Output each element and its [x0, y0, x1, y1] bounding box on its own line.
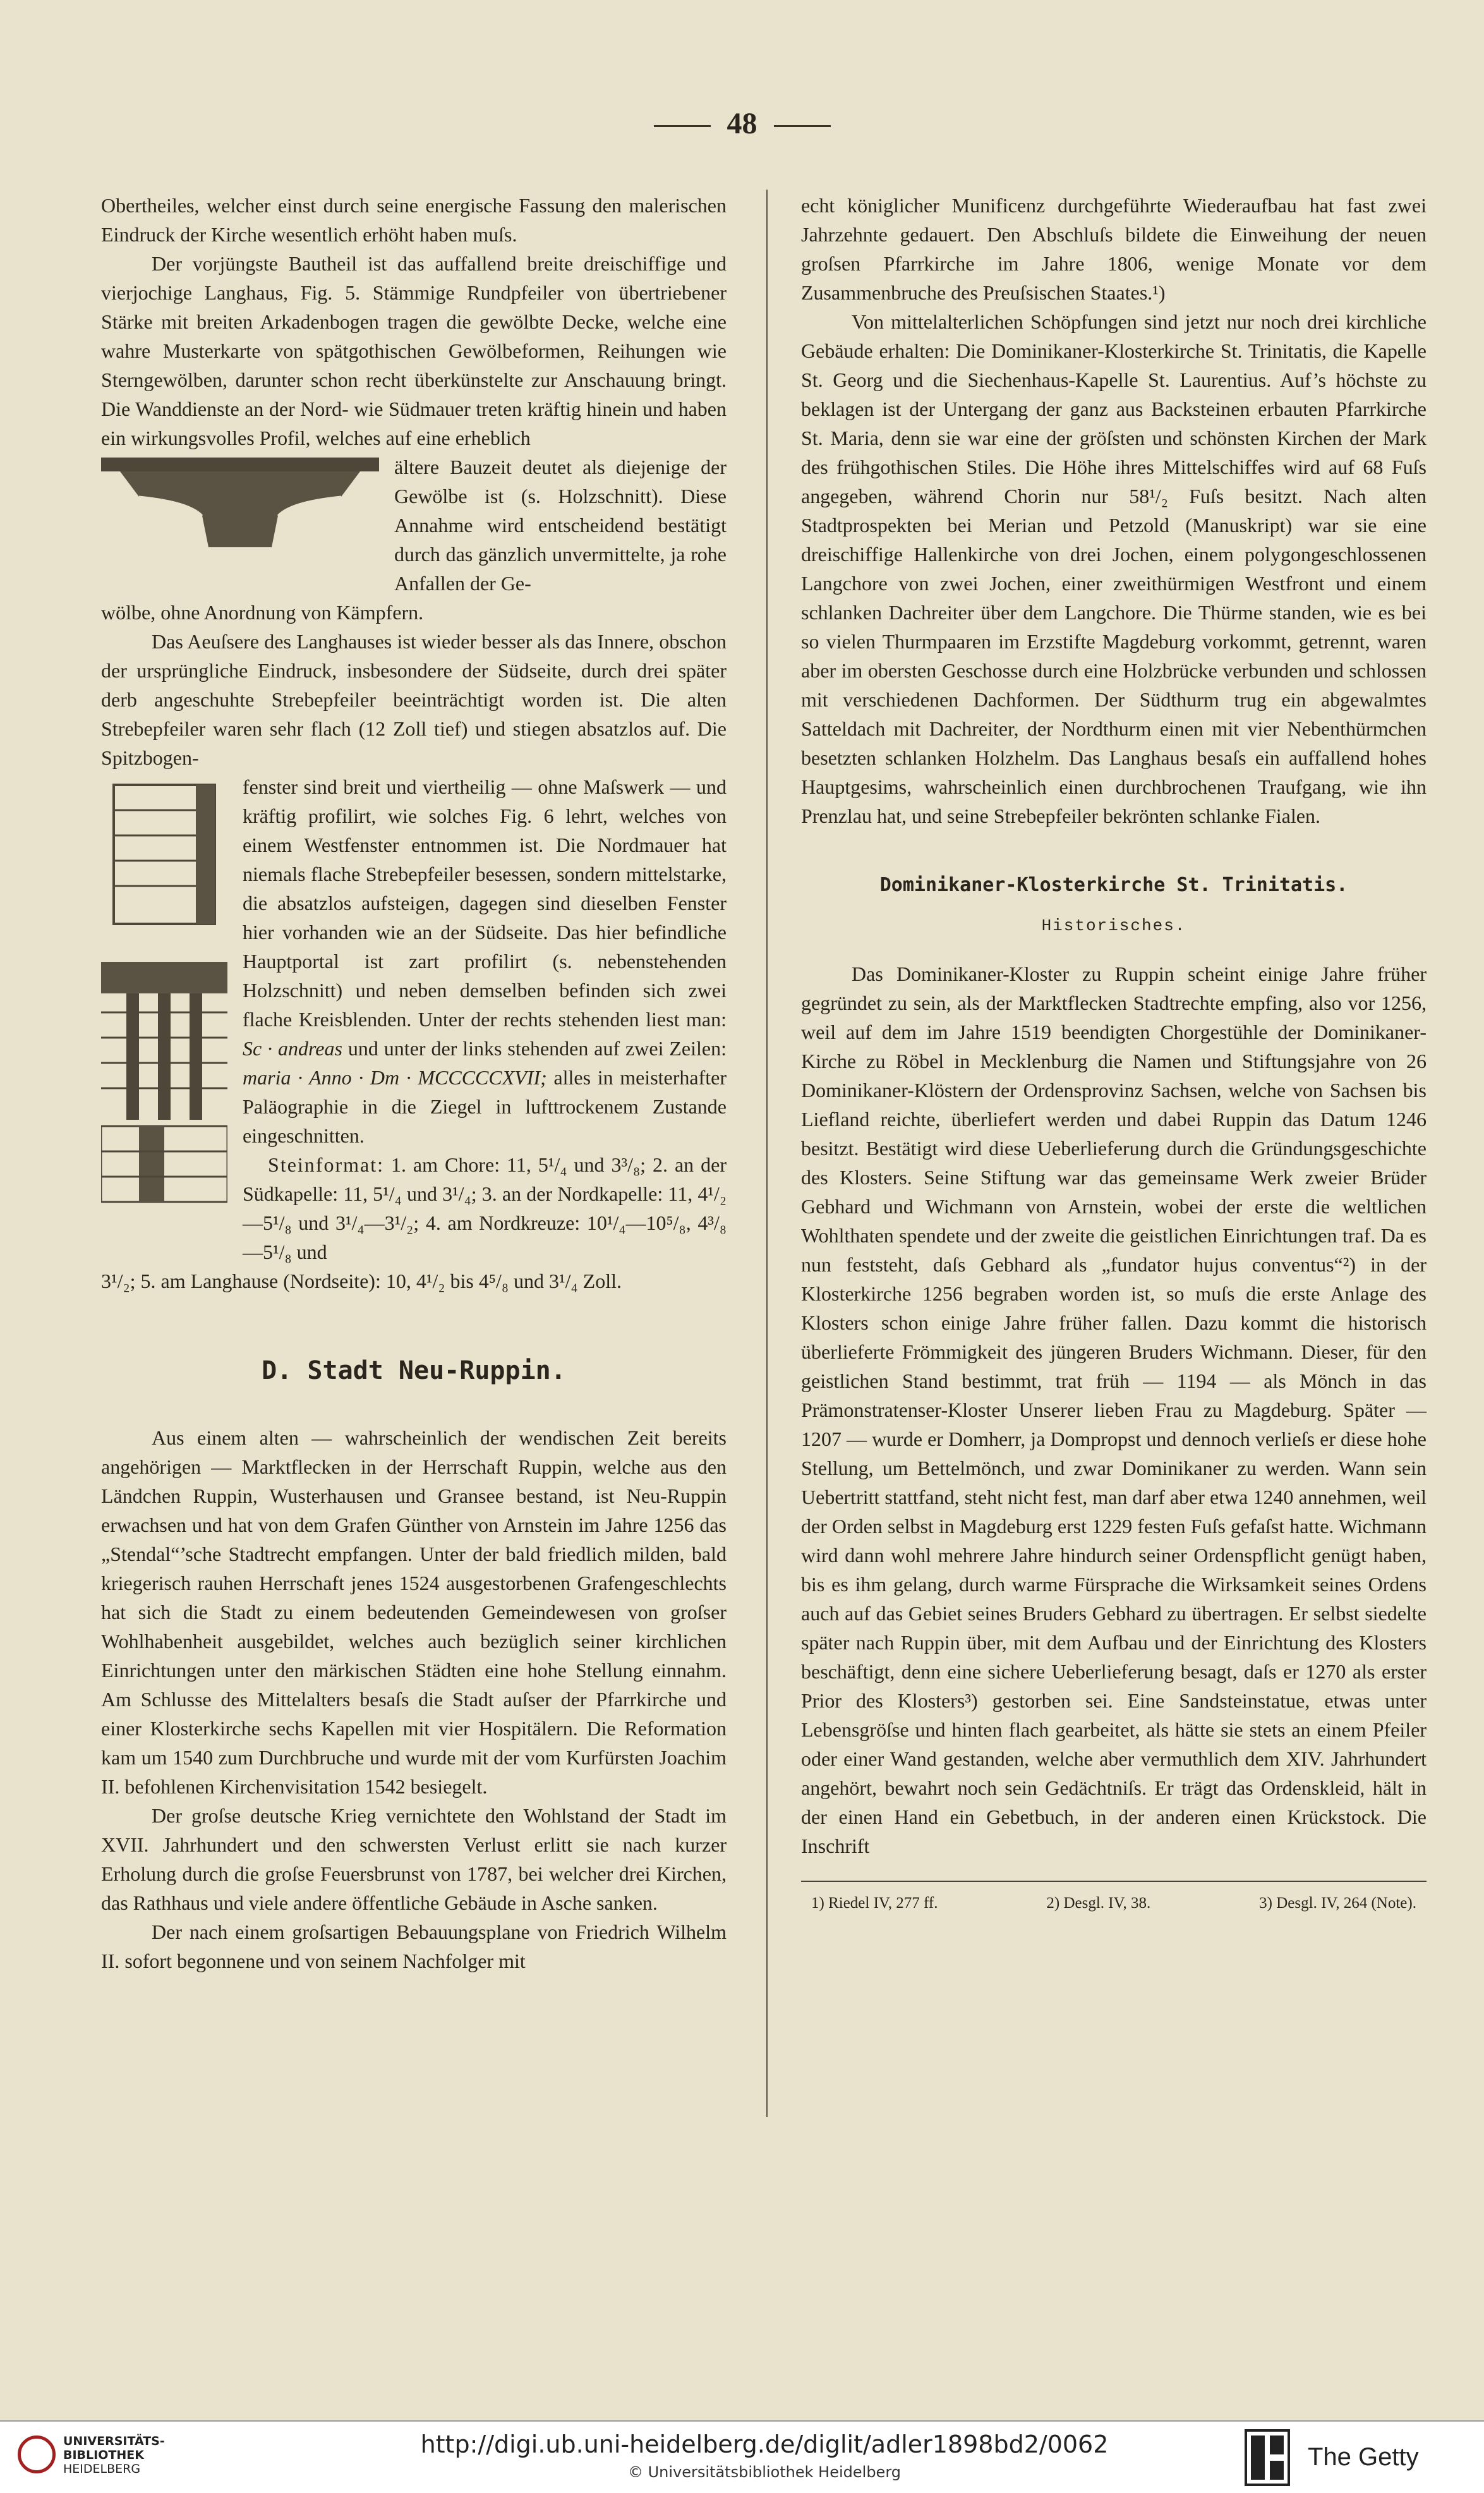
subsection-heading: Historisches.	[1041, 916, 1186, 935]
profile-woodcut-figure	[101, 452, 379, 560]
footnote: 2) Desgl. IV, 38.	[1046, 1895, 1151, 1912]
page-number: 48	[727, 107, 757, 140]
paragraph: Von mittelalterlichen Schöpfungen sind jetzt nur noch drei kirchliche Gebäude erhalten: Die Dominikaner-Klosterkirche St. Trinitatis, die Kapelle St. Georg und die Siechenhaus-Kapelle St. Laurentius. Auf’s höchste zu beklagen ist der Untergang der ganz aus Backsteinen erbauten Pfarrkirche St. Maria, denn sie war eine der gröſsten und schönsten Kirchen der Mark des frühgothischen Stiles. Die Höhe ihres Mittelschiffes wird auf 68 Fuſs angegeben, während Chorin nur 58¹/₂ Fuſs besitzt. Nach alten Stadtprospekten bei Merian und Petzold (Manuskript) war sie eine dreischiffige Hallenkirche von drei Jochen, einem polygongeschlossenen Langchore von zwei Jochen, einer zweithürmigen Westfront und einem schlanken Dachreiter über dem Langchore. Die Thürme standen, wie es bei so vielen Thurmpaaren im Erzstifte Magdeburg vorkommt, getrennt, waren aber im obersten Geschosse durch eine Holzbrücke verbunden und schlossen mit verschiedenen Dachformen. Der Südthurm trug ein abgewalmtes Satteldach mit Dachreiter, der Nordthurm einen mit vier Nebenthürmchen besetzten schlanken Holzhelm. Das Langhaus besaſs ein auffallend hohes Hauptgesims, wahrscheinlich einen durchbrochenen Traufgang, wie ihn Prenzlau hat, und seine Strebepfeiler bekrönten schlanke Fialen.	[801, 310, 1427, 827]
stone-format-label: Steinformat:	[268, 1153, 384, 1176]
paragraph: Der groſse deutsche Krieg vernichtete den Wohlstand der Stadt im XVII. Jahrhundert und den schwersten Verlust erlitt sie nach kurzer Erholung durch die groſse Feuersbrunst von 1787, bei welcher drei Kirchen, das Rathhaus und viele andere öffentliche Gebäude in Asche sanken.	[101, 1804, 727, 1914]
figure-text	[243, 772, 727, 1266]
digital-library-footer	[0, 2420, 1484, 2493]
column-divider	[766, 190, 768, 2117]
figure-text-part: und unter der links stehenden auf zwei Zeilen:	[347, 1037, 727, 1060]
paragraph: wölbe, ohne Anordnung von Kämpfern.	[101, 601, 424, 624]
page-header	[0, 106, 1484, 141]
paragraph: Das Aeuſsere des Langhauses ist wieder besser als das Innere, obschon der ursprüngliche Eindruck, insbesondere der Südseite, durch drei später derb angeschuhte Strebepfeiler beeinträchtigt worden ist. Die alten Strebepfeiler waren sehr flach (12 Zoll tief) und stiegen absatzlos auf. Die Spitzbogen-	[101, 630, 727, 769]
header-rule-right	[774, 125, 831, 127]
figure-text-part: fenster sind breit und viertheilig — ohne Maſswerk — und kräftig profilirt, wie solches Fig. 6 lehrt, welches von einem Westfenster entnommen ist. Die Nordmauer hat niemals flache Strebepfeiler besessen, sondern mittelstarke, die absatzlos aufsteigen, dagegen sind dieselben Fenster hier vorhanden wie an der Südseite. Das hier befindliche Hauptportal ist zart profilirt (s. nebenstehenden Holzschnitt) und neben demselben befinden sich zwei flache Kreisblenden. Unter der rechts stehenden liest man:	[243, 775, 727, 1031]
figure-text: ältere Bauzeit deutet als diejenige der Gewölbe ist (s. Holzschnitt). Diese Annahme wird entscheidend bestätigt durch das gänzlich unvermittelte, ja rohe Anfallen der Ge-	[394, 456, 727, 595]
paragraph: 3¹/₂; 5. am Langhause (Nordseite): 10, 4¹/₂ bis 4⁵/₈ und 3¹/₄ Zoll.	[101, 1270, 622, 1292]
university-seal-icon	[18, 2435, 56, 2473]
inscription-text: Sc · andreas	[243, 1037, 342, 1060]
paragraph: Der vorjüngste Bautheil ist das auffallend breite dreischiffige und vierjochige Langhaus, Fig. 5. Stämmige Rundpfeiler von übertriebener Stärke mit breiten Arkadenbogen tragen die gewölbte Decke, welche eine wahre Musterkarte von spätgothischen Gewölbeformen, Reihungen wie Sterngewölben, darunter schon recht überkünstelte zur Anschauung bringt. Die Wanddienste an der Nord- wie Südmauer treten kräftig hinein und haben ein wirkungsvolles Profil, welches auf eine erheblich	[101, 252, 727, 449]
paragraph: Der nach einem groſsartigen Bebauungsplane von Friedrich Wilhelm II. sofort begonnene und von seinem Nachfolger mit	[101, 1920, 727, 1972]
paragraph: echt königlicher Munificenz durchgeführte Wiederaufbau hat fast zwei Jahrzehnte gedauert. Den Abschluſs bildete die Einweihung der neuen groſsen Pfarrkirche im Jahre 1806, wenige Monate vor dem Zusammenbruche des Preuſsischen Staates.¹)	[801, 194, 1427, 304]
section-heading: D. Stadt Neu-Ruppin.	[262, 1356, 566, 1385]
left-column	[101, 191, 727, 1975]
library-name	[63, 2434, 165, 2476]
library-name-line: BIBLIOTHEK	[63, 2448, 144, 2462]
footnote: 3) Desgl. IV, 264 (Note).	[1259, 1895, 1416, 1912]
footnote-rule	[801, 1881, 1427, 1882]
source-url-link[interactable]: http://digi.ub.uni-heidelberg.de/diglit/adler1898bd2/0062	[420, 2430, 1109, 2458]
paragraph: Aus einem alten — wahrscheinlich der wendischen Zeit bereits angehörigen — Marktflecken in der Herrschaft Ruppin, welche aus den Ländchen Ruppin, Wusterhausen und Gransee bestand, ist Neu-Ruppin erwachsen und hat von dem Grafen Günther von Arnstein im Jahre 1256 das „Stendal“’sche Stadtrecht empfangen. Unter der bald friedlich milden, bald kriegerisch rauhen Herrschaft jenes 1524 ausgestorbenen Grafengeschlechts hat sich die Stadt zu einem bedeutenden Gemeindewesen von groſser Wohlhabenheit ausgebildet, welches auch bezüglich seiner kirchlichen Einrichtungen unter den märkischen Städten eine hohe Stellung einnahm. Am Schlusse des Mittelalters besaſs die Stadt auſser der Pfarrkirche und einer Klosterkirche sechs Kapellen mit vier Hospitälern. Die Reformation kam um 1540 zum Durchbruche und wurde mit der vom Kurfürsten Joachim II. befohlenen Kirchenvisitation 1542 besiegelt.	[101, 1426, 727, 1798]
header-rule-left	[654, 125, 711, 127]
figure-block	[101, 452, 727, 598]
getty-name: The Getty	[1308, 2443, 1419, 2471]
right-column	[801, 191, 1427, 1916]
paragraph: Obertheiles, welcher einst durch seine energische Fassung den malerischen Eindruck der Kirche wesentlich erhöht haben muſs.	[101, 194, 727, 246]
copyright-notice: © Universitätsbibliothek Heidelberg	[627, 2463, 901, 2481]
section-heading: Dominikaner-Klosterkirche St. Trinitatis.	[879, 874, 1348, 896]
paragraph: Das Dominikaner-Kloster zu Ruppin scheint einige Jahre früher gegründet zu sein, als der Marktflecken Stadtrechte empfing, also vor 1256, weil auf dem im Jahre 1519 beendigten Chorgestühle der Dominikaner-Kirche zu Röbel in Mecklenburg die Namen und Stiftungsjahre von 26 Dominikaner-Klöstern der Ordensprovinz Sachsen, welche von Sachsen bis Liefland reichte, überliefert werden und dabei Ruppin das Datum 1246 besitzt. Bestätigt wird diese Ueberlieferung durch die Gründungsgeschichte des Klosters. Seine Stiftung war das gemeinsame Werk zweier Brüder Gebhard und Wichmann von Arnstein, wobei der erste die weltlichen Wohlthaten spendete und der zweite die geistlichen Einrichtungen traf. Da es nun feststeht, daſs Gebhard als „fundator hujus conventus“²) in der Klosterkirche 1256 begraben worden ist, so muſs die erste Anlage des Klosters schon einige Jahre früher fallen. Dazu kommt die historisch überlieferte Frömmigkeit des jüngeren Bruders Wichmann. Dieser, für den geistlichen Stand bestimmt, trat früh — 1194 — als Mönch in das Prämonstratenser-Kloster Unserer lieben Frau zu Magdeburg. Später — 1207 — wurde er Domherr, ja Dompropst und dennoch verlieſs er diese hohe Stellung, um Bettelmönch, und zwar Dominikaner zu werden. Wann sein Uebertritt stattfand, steht nicht fest, man darf aber etwa 1240 annehmen, weil der Orden selbst in Magdeburg erst 1229 festen Fuſs gefaſst hatte. Wichmann wird dann wohl mehrere Jahre hindurch seiner Ordenspflicht genügt haben, bis es ihm gelang, durch warme Fürsprache die Wirksamkeit seines Ordens auch auf das Gebiet seines Bruders Gebhard zu übertragen. Er selbst siedelte später nach Ruppin über, mit dem Aufbau und der Einrichtung des Klosters beschäftigt, denn eine sichere Ueberlieferung besagt, daſs er 1270 als erster Prior des Klosters³) gestorben sei. Eine Sandsteinstatue, etwas unter Lebensgröſse und hinten flach gearbeitet, als hätte sie stets an einem Pfeiler oder einer Wand gestanden, welche aber vermuthlich dem XIV. Jahrhundert angehört, bewahrt noch sein Gedächtniſs. Er trägt das Ordenskleid, hält in der einen Hand ein Gebetbuch, in der anderen einen Krückstock. Die Inschrift	[801, 962, 1427, 1857]
getty-logo-icon	[1245, 2429, 1290, 2486]
library-name-line: UNIVERSITÄTS-	[63, 2434, 165, 2448]
figure-text-part: alles in meisterhafter Paläographie in die Ziegel in lufttrockenem Zustande eingeschnitten.	[243, 1066, 727, 1147]
figure-text-part: 1. am Chore: 11, 5¹/₄ und 3³/₈; 2. an der Südkapelle: 11, 5¹/₄ und 3¹/₄; 3. an der Nordkapelle: 11, 4¹/₂—5¹/₈ und 3¹/₄—3¹/₂; 4. am Nordkreuze: 10¹/₄—10⁵/₈, 4³/₈—5¹/₈ und	[243, 1153, 727, 1263]
footnote: 1) Riedel IV, 277 ff.	[811, 1895, 938, 1912]
footnotes	[801, 1891, 1427, 1916]
window-profile-figure	[101, 772, 227, 1208]
figure-block	[101, 772, 727, 1266]
library-name-line: HEIDELBERG	[63, 2462, 141, 2476]
inscription-text: maria · Anno · Dm · MCCCCCXVII;	[243, 1066, 547, 1089]
